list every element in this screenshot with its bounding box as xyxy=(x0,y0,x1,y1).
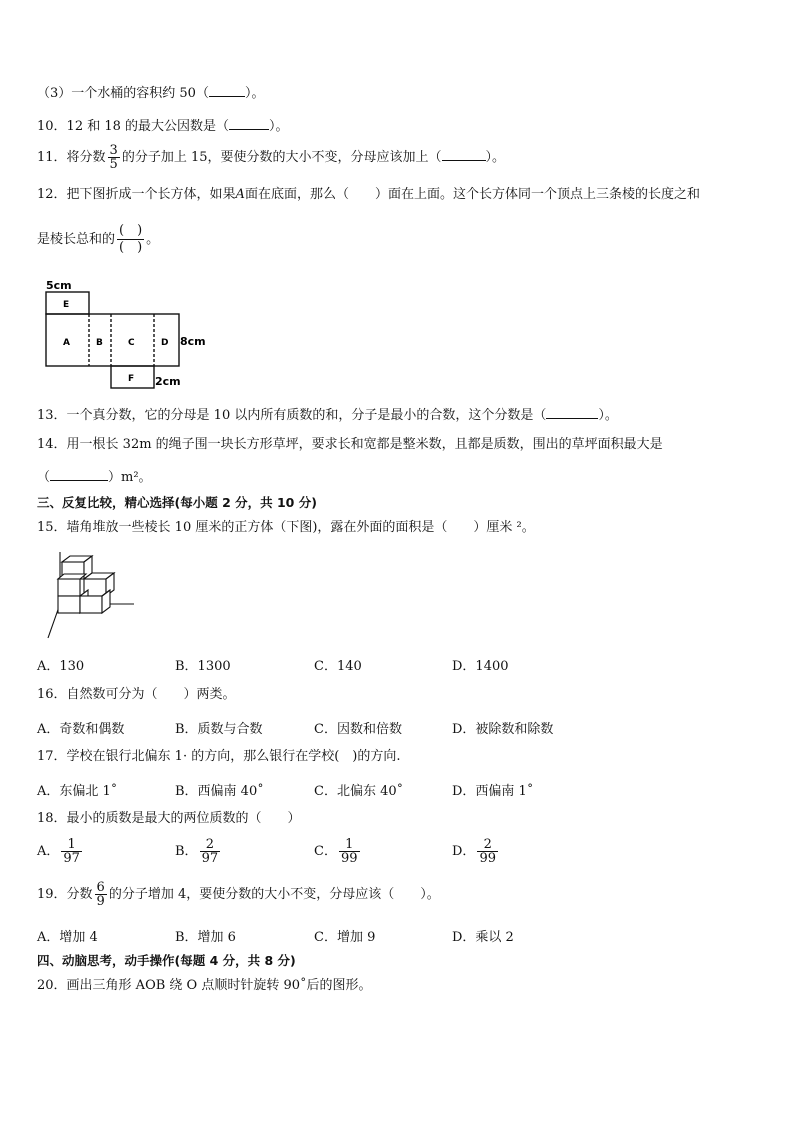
question-12-cont xyxy=(37,220,159,260)
question-text: 的分子加上 15，要使分数的大小不变，分母应该加上（ xyxy=(121,150,442,165)
question-text: 10．12 和 18 的最大公因数是（ xyxy=(37,119,230,134)
option-fraction xyxy=(61,838,82,865)
dimension-8cm: 8cm xyxy=(180,335,206,348)
question-text: 12．把下图折成一个长方体，如果 xyxy=(37,187,236,202)
question-text: ）m²。 xyxy=(108,470,152,485)
cube-stack-figure xyxy=(44,552,140,640)
question-text: ）。 xyxy=(269,119,289,134)
q15-option-a[interactable]: A．130 xyxy=(37,659,85,674)
question-text: ）。 xyxy=(244,86,265,101)
option-fraction xyxy=(200,838,221,865)
face-label-f: F xyxy=(128,374,135,384)
option-letter: C． xyxy=(314,844,337,859)
face-a-label: A xyxy=(235,187,245,202)
q18-option-b[interactable] xyxy=(175,838,222,865)
q19-option-a[interactable]: A．增加 4 xyxy=(37,930,98,945)
question-3-sub xyxy=(37,84,264,102)
fraction-numerator: 6 xyxy=(96,880,105,895)
question-text: 的分子增加 4，要使分数的大小不变，分母应该（ ）。 xyxy=(108,887,440,902)
q19-option-d[interactable]: D．乘以 2 xyxy=(452,930,514,945)
fraction-numerator: 2 xyxy=(200,838,221,852)
question-13 xyxy=(37,406,618,424)
fraction-denominator: 5 xyxy=(109,157,118,172)
fraction-denominator: 97 xyxy=(201,851,219,866)
question-text: （3）一个水桶的容积约 50（ xyxy=(37,86,209,101)
fraction-blank[interactable] xyxy=(117,223,144,256)
face-label-a: A xyxy=(63,338,70,348)
question-text: ）。 xyxy=(485,150,506,165)
q16-option-d[interactable]: D．被除数和除数 xyxy=(452,722,554,737)
q19-option-c[interactable]: C．增加 9 xyxy=(314,930,376,945)
face-label-d: D xyxy=(161,338,169,348)
fraction-denominator: 9 xyxy=(96,894,105,909)
answer-blank[interactable] xyxy=(229,117,269,130)
q16-option-b[interactable]: B．质数与合数 xyxy=(175,722,263,737)
q18-option-a[interactable] xyxy=(37,838,84,865)
question-18: 18．最小的质数是最大的两位质数的（ ） xyxy=(37,811,301,826)
q17-option-b[interactable]: B．西偏南 40˚ xyxy=(175,784,264,799)
question-14 xyxy=(37,437,663,453)
dimension-5cm: 5cm xyxy=(46,279,72,292)
question-15: 15．墙角堆放一些棱长 10 厘米的正方体（下图)，露在外面的面积是（ ）厘米 ²。 xyxy=(37,520,535,535)
option-letter: B． xyxy=(175,844,198,859)
option-letter: A． xyxy=(37,844,60,859)
fraction-numerator: 1 xyxy=(61,838,82,852)
fraction-denominator: ( ) xyxy=(119,240,143,255)
face-label-e: E xyxy=(63,300,70,310)
question-text: 19．分数 xyxy=(37,887,93,902)
fraction-3-5 xyxy=(108,144,120,171)
question-text: 11．将分数 xyxy=(37,150,106,165)
answer-blank[interactable] xyxy=(50,468,108,481)
q15-option-b[interactable]: B．1300 xyxy=(175,659,231,674)
q17-option-a[interactable]: A．东偏北 1˚ xyxy=(37,784,118,799)
fraction-numerator: 1 xyxy=(339,838,360,852)
option-fraction xyxy=(477,838,498,865)
q15-option-d[interactable]: D．1400 xyxy=(452,659,509,674)
question-11 xyxy=(37,143,505,173)
q17-option-c[interactable]: C．北偏东 40˚ xyxy=(314,784,404,799)
dimension-2cm: 2cm xyxy=(155,375,181,388)
question-19 xyxy=(37,880,440,910)
question-text: ）。 xyxy=(598,408,618,423)
q16-option-a[interactable]: A．奇数和偶数 xyxy=(37,722,125,737)
fraction-6-9 xyxy=(95,881,107,908)
answer-blank[interactable] xyxy=(442,148,486,161)
q18-option-c[interactable] xyxy=(314,838,362,865)
question-20: 20．画出三角形 AOB 绕 O 点顺时针旋转 90˚后的图形。 xyxy=(37,978,372,993)
option-fraction xyxy=(339,838,360,865)
q16-option-c[interactable]: C．因数和倍数 xyxy=(314,722,402,737)
fraction-denominator: 99 xyxy=(479,851,496,866)
face-label-c: C xyxy=(128,338,135,348)
question-text: 。 xyxy=(146,232,160,247)
fraction-denominator: 97 xyxy=(63,851,80,866)
question-17: 17．学校在银行北偏东 1· 的方向，那么银行在学校( )的方向. xyxy=(37,749,401,764)
q17-option-d[interactable]: D．西偏南 1˚ xyxy=(452,784,534,799)
option-letter: D． xyxy=(452,844,476,859)
fraction-numerator: 2 xyxy=(477,838,498,852)
question-text: 是棱长总和的 xyxy=(37,232,116,247)
question-text: 面在底面，那么（ ）面在上面。这个长方体同一个顶点上三条棱的长度之和 xyxy=(244,187,700,202)
answer-blank[interactable] xyxy=(546,406,598,419)
fraction-numerator: ( ) xyxy=(119,223,143,238)
q15-option-c[interactable]: C．140 xyxy=(314,659,362,674)
cuboid-net-figure xyxy=(38,278,213,390)
q18-option-d[interactable] xyxy=(452,838,500,865)
section-3-heading: 三、反复比较，精心选择(每小题 2 分，共 10 分) xyxy=(37,495,317,510)
face-label-b: B xyxy=(96,338,103,348)
question-14-cont xyxy=(37,468,152,486)
question-text: 13．一个真分数，它的分母是 10 以内所有质数的和，分子是最小的合数，这个分数是（ xyxy=(37,408,547,423)
fraction-denominator: 99 xyxy=(340,851,358,866)
question-16: 16．自然数可分为（ ）两类。 xyxy=(37,687,236,702)
question-text: （ xyxy=(37,470,51,485)
question-10 xyxy=(37,117,289,135)
answer-blank[interactable] xyxy=(209,84,245,97)
section-4-heading: 四、动脑思考，动手操作(每题 4 分，共 8 分) xyxy=(37,953,296,968)
q19-option-b[interactable]: B．增加 6 xyxy=(175,930,236,945)
question-12 xyxy=(37,187,700,203)
fraction-numerator: 3 xyxy=(109,143,118,158)
question-text: 14．用一根长 32m 的绳子围一块长方形草坪，要求长和宽都是整米数，且都是质数，围出的草坪面积最大是 xyxy=(37,437,663,452)
